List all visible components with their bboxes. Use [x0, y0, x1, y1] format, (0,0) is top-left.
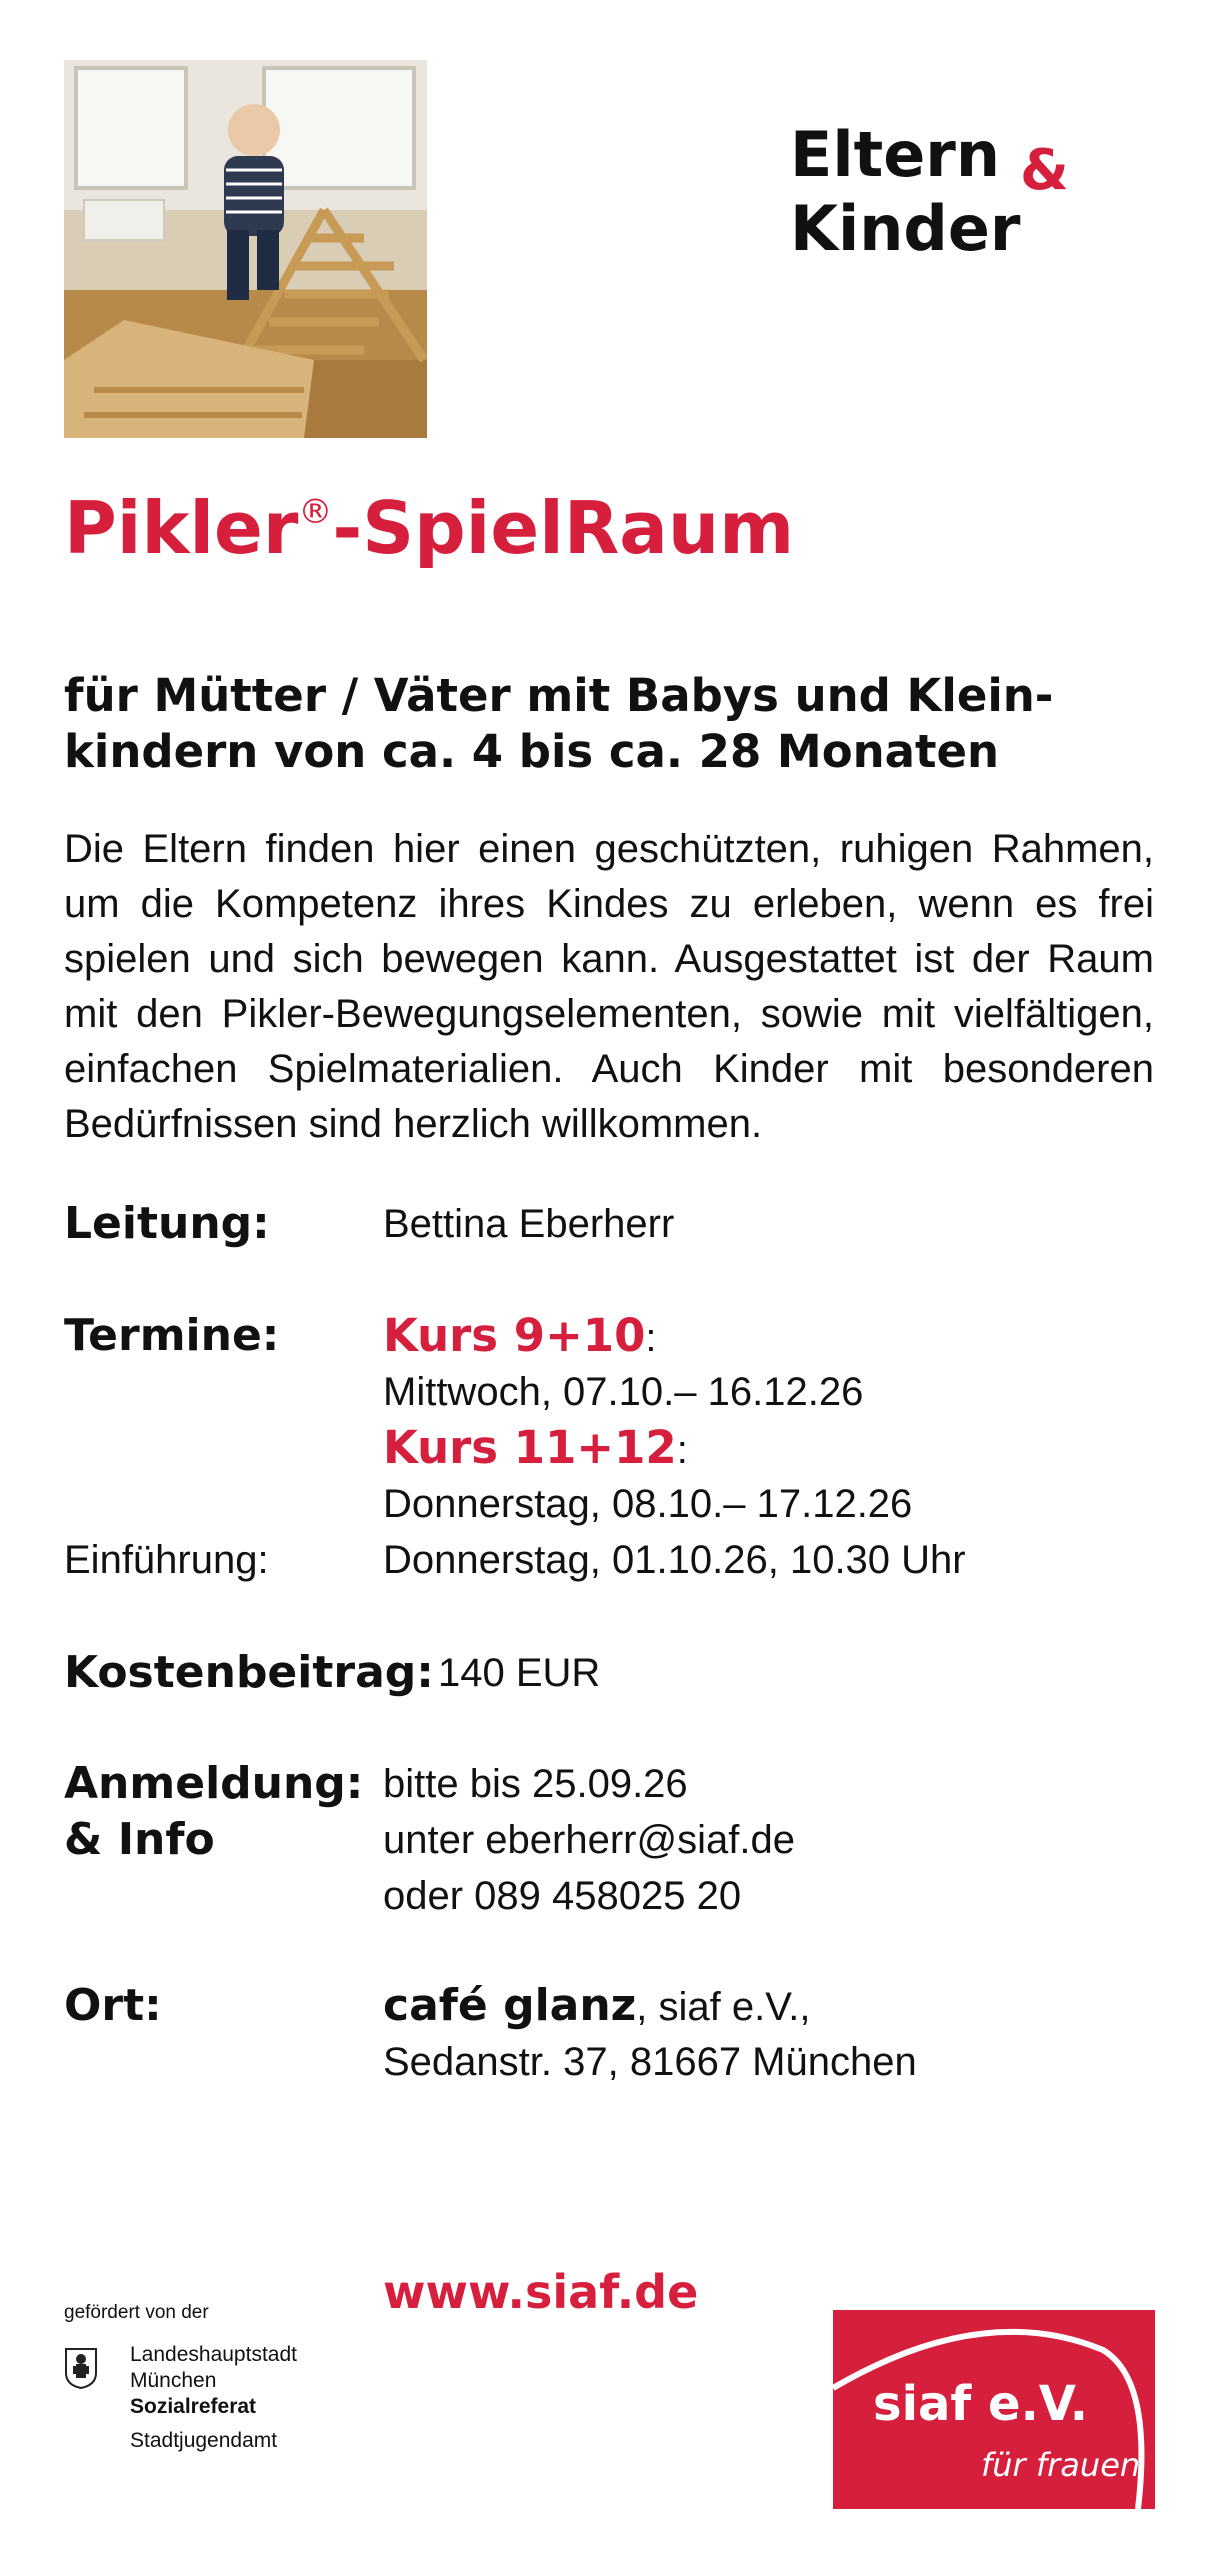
brand-heading	[790, 118, 1069, 266]
anmeldung-phone: oder 089 458025 20	[383, 1874, 742, 1918]
title-main: Pikler	[64, 486, 299, 570]
siaf-logo-name: siaf e.V.	[873, 2376, 1088, 2432]
brand-line-kinder: Kinder	[790, 192, 1021, 265]
kurs-11-12-dates: Donnerstag, 08.10.– 17.12.26	[383, 1482, 913, 1526]
sponsor-line-4: Stadtjugendamt	[130, 2429, 278, 2452]
ort-address: Sedanstr. 37, 81667 München	[383, 2040, 917, 2084]
kurs-9-10-label	[383, 1308, 657, 1366]
sponsor-line-2: München	[130, 2369, 217, 2392]
page-title	[64, 470, 794, 570]
hero-photo	[64, 60, 427, 438]
sponsor-label: gefördert von der	[64, 2302, 209, 2323]
kurs-11-12-colon: :	[676, 1428, 688, 1472]
ort-venue-rest: , siaf e.V.,	[636, 1985, 811, 2029]
ort-venue: café glanz	[383, 1980, 637, 2031]
siaf-logo-tagline: für frauen	[981, 2446, 1141, 2484]
ort-venue-line	[383, 1978, 810, 2035]
sponsor-line-1: Landeshauptstadt	[130, 2343, 297, 2366]
anmeldung-deadline: bitte bis 25.09.26	[383, 1762, 688, 1806]
subtitle: für Mütter / Väter mit Babys und Kleinkindern von ca. 4 bis ca. 28 Monaten	[64, 669, 1054, 778]
brand-line-eltern: Eltern	[790, 118, 1001, 191]
siaf-logo	[833, 2310, 1155, 2509]
kosten-value: 140 EUR	[438, 1651, 601, 1695]
leitung-value: Bettina Eberherr	[383, 1202, 675, 1246]
anmeldung-label: Anmeldung:	[64, 1758, 364, 1809]
website-link[interactable]: www.siaf.de	[383, 2265, 699, 2319]
sponsor-line-3: Sozialreferat	[130, 2395, 257, 2418]
kurs-9-10-dates: Mittwoch, 07.10.– 16.12.26	[383, 1370, 864, 1414]
anmeldung-email: unter eberherr@siaf.de	[383, 1818, 795, 1862]
termine-label: Termine:	[64, 1310, 280, 1361]
kurs-9-10-text: Kurs 9+10	[383, 1309, 646, 1362]
kurs-11-12-label	[383, 1420, 688, 1478]
einfuehrung-label: Einführung:	[64, 1538, 269, 1582]
kosten-label: Kostenbeitrag:	[64, 1647, 434, 1698]
munich-crest-icon	[64, 2347, 98, 2389]
einfuehrung-value: Donnerstag, 01.10.26, 10.30 Uhr	[383, 1538, 966, 1582]
ort-label: Ort:	[64, 1980, 162, 2031]
intro-paragraph: Die Eltern finden hier einen geschützten, ruhigen Rahmen, um die Kompetenz ihres Kindes zu erleben, wenn es frei spielen und sich bewegen kann. Ausgestattet ist der Raum mit den Pikler-Bewegungselementen, sowie mit vielfältigen, einfachen Spielmaterialien. Auch Kinder mit besonderen Bedürfnissen sind herzlich willkommen.	[64, 827, 1154, 1146]
registered-mark: ®	[298, 492, 333, 532]
brand-ampersand: &	[1020, 138, 1069, 203]
info-label: & Info	[64, 1814, 215, 1865]
kurs-11-12-text: Kurs 11+12	[383, 1421, 677, 1474]
title-rest: -SpielRaum	[332, 486, 795, 570]
leitung-label: Leitung:	[64, 1198, 270, 1249]
kurs-9-10-colon: :	[645, 1316, 657, 1360]
